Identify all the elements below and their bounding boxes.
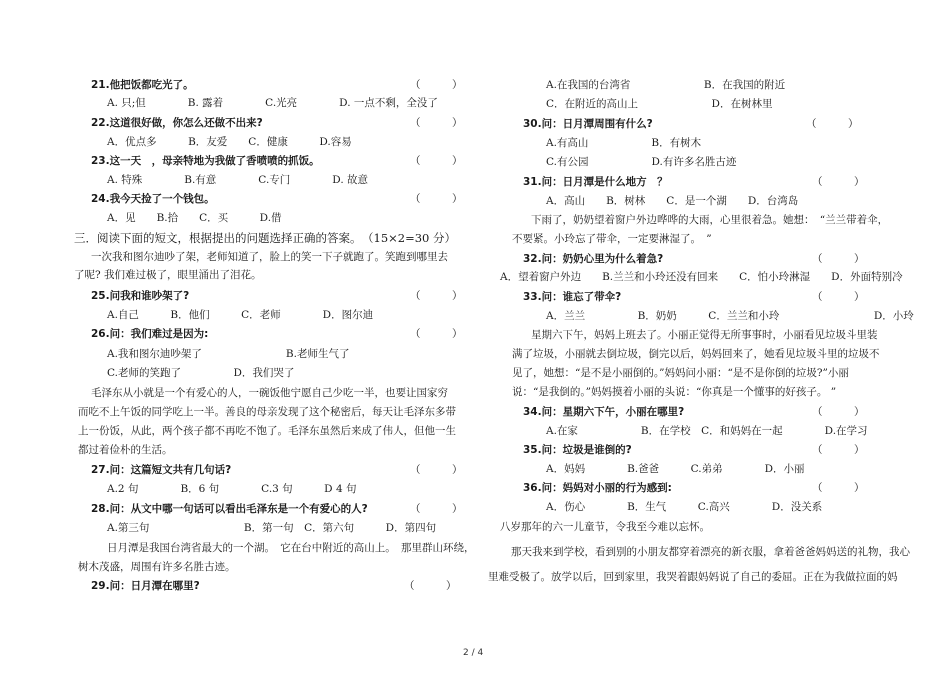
answer-blank: （ ）	[812, 291, 865, 303]
answer-blank: （ ）	[410, 328, 463, 340]
answer-blank: （ ）	[410, 503, 463, 515]
question-35: 35.问：垃圾是谁倒的?	[523, 444, 632, 456]
options-26b: C.老师的笑跑了 D．我们哭了	[107, 367, 295, 379]
options-36: A．伤心 B．生气 C.高兴 D．没关系	[546, 501, 823, 513]
answer-blank: （ ）	[812, 444, 865, 456]
passage-5-line: 星期六下午，妈妈上班去了。小丽正觉得无所事事时，小丽看见垃圾斗里装	[531, 329, 878, 341]
answer-blank: （ ）	[410, 117, 463, 129]
question-28: 28.问：从文中哪一句话可以看出毛泽东是一个有爱心的人?	[91, 503, 368, 515]
question-26: 26.问：我们难过是因为:	[91, 328, 209, 340]
options-27: A.2 句 B．6 句 C.3 句 D 4 句	[107, 483, 357, 495]
options-26a: A.我和图尔迪吵架了 B.老师生气了	[107, 348, 350, 360]
question-29: 29.问：日月潭在哪里?	[91, 580, 200, 592]
answer-blank: （ ）	[812, 253, 865, 265]
passage-6-line: 那天我来到学校，看到别的小朋友都穿着漂亮的新衣服，拿着爸爸妈妈送的礼物，我心	[511, 546, 910, 558]
question-36: 36.问：妈妈对小丽的行为感到:	[523, 482, 672, 494]
passage-5-line: 说：“是我倒的。”妈妈摸着小丽的头说：“你真是一个懂事的好孩子。 ”	[512, 386, 837, 398]
options-28: A.第三句 B．第一句 C．第六句 D．第四句	[107, 522, 437, 534]
options-31: A．高山 B．树林 C．是一个湖 D．台湾岛	[546, 195, 799, 207]
question-27: 27.问：这篇短文共有几句话?	[91, 464, 232, 476]
passage-3-line: 日月潭是我国台湾省最大的一个湖。 它在台中附近的高山上。 那里群山环绕，	[107, 542, 475, 554]
section-score: （15×2=30 分）	[362, 231, 457, 245]
options-35: A．妈妈 B.爸爸 C.弟弟 D．小丽	[546, 463, 805, 475]
options-32: A．望着窗户外边 B.兰兰和小玲还没有回来 C．怕小玲淋湿 D．外面特别冷	[500, 271, 903, 283]
answer-blank: （ ）	[410, 155, 463, 167]
passage-5-line: 满了垃圾，小丽就去倒垃圾，倒完以后，妈妈回来了，她看见垃圾斗里的垃圾不	[512, 348, 880, 360]
options-24: A．见 B.拾 C．买 D.借	[107, 212, 282, 224]
options-29a: A.在我国的台湾省 B．在我国的附近	[546, 79, 786, 91]
question-22: 22.这道很好做，你怎么还做不出来?	[91, 117, 263, 129]
question-23: 23.这一天 ，母亲特地为我做了香喷喷的抓饭。	[91, 155, 320, 167]
question-21: 21.他把饭都吃光了。	[91, 79, 194, 91]
answer-blank: （ ）	[806, 118, 859, 130]
question-32: 32.问：奶奶心里为什么着急?	[523, 253, 664, 265]
options-33: A．兰兰 B．奶奶 C．兰兰和小玲 D．小玲	[546, 310, 914, 322]
question-33: 33.问：谁忘了带伞?	[523, 291, 622, 303]
options-34: A.在家 B．在学校 C．和妈妈在一起 D.在学习	[546, 425, 868, 437]
answer-blank: （ ）	[812, 406, 865, 418]
question-25: 25.问我和谁吵架了?	[91, 290, 190, 302]
options-30a: A.有高山 B．有树木	[546, 137, 702, 149]
passage-5-line: 见了，她想：“是不是小丽倒的。”妈妈问小丽：“是不是你倒的垃圾?”小丽	[512, 367, 849, 379]
passage-1-line: 一次我和图尔迪吵了架，老师知道了，脸上的笑一下子就跑了。笑跑到哪里去	[91, 251, 448, 263]
passage-4-line: 不要紧。小玲忘了带伞，一定要淋湿了。 ”	[512, 233, 712, 245]
passage-6-line: 里难受极了。放学以后，回到家里，我哭着跟妈妈说了自己的委屈。正在为我做拉面的妈	[488, 571, 898, 583]
answer-blank: （ ）	[410, 79, 463, 91]
question-30: 30.问：日月潭周围有什么?	[523, 118, 653, 130]
passage-6-line: 八岁那年的六一儿童节，令我至今难以忘怀。	[500, 521, 710, 533]
passage-2-line: 毛泽东从小就是一个有爱心的人，一碗饭他宁愿自己少吃一半，也要让国家穷	[91, 387, 448, 399]
question-31: 31.问：日月潭是什么地方 ？	[523, 176, 668, 188]
section-heading: 三．阅读下面的短文，根据提出的问题选择正确的答案。	[74, 231, 362, 245]
passage-1-line: 了呢? 我们难过极了，眼里涌出了泪花。	[74, 269, 262, 281]
passage-2-line: 而吃不上午饭的同学吃上一半。善良的母亲发现了这个秘密后，每天让毛泽东多带	[78, 406, 456, 418]
answer-blank: （ ）	[812, 176, 865, 188]
options-21: A. 只;但 B. 露着 C.光亮 D. 一点不剩，全没了	[107, 97, 438, 109]
options-30b: C.有公园 D.有许多名胜古迹	[546, 156, 737, 168]
answer-blank: （ ）	[410, 193, 463, 205]
question-34: 34.问：星期六下午，小丽在哪里?	[523, 406, 685, 418]
options-22: A．优点多 B．友爱 C．健康 D.容易	[107, 136, 352, 148]
options-25: A.自己 B．他们 C．老师 D．图尔迪	[107, 309, 374, 321]
passage-2-line: 都过着俭朴的生活。	[78, 444, 173, 456]
answer-blank: （ ）	[410, 290, 463, 302]
passage-3-line: 树木茂盛，周围有许多名胜古迹。	[78, 561, 236, 573]
passage-2-line: 上一份饭，从此，两个孩子都不再吃不饱了。毛泽东虽然后来成了伟人，但他一生	[78, 425, 456, 437]
question-24: 24.我今天捡了一个钱包。	[91, 193, 215, 205]
passage-4-line: 下雨了，奶奶望着窗户外边哗哗的大雨，心里很着急。她想： “兰兰带着伞，	[531, 214, 889, 226]
answer-blank: （ ）	[404, 580, 457, 592]
page-number: 2 / 4	[463, 648, 484, 658]
options-29b: C．在附近的高山上 D．在树林里	[546, 98, 773, 110]
options-23: A. 特殊 B.有意 C.专门 D. 故意	[107, 174, 369, 186]
answer-blank: （ ）	[812, 482, 865, 494]
answer-blank: （ ）	[410, 464, 463, 476]
